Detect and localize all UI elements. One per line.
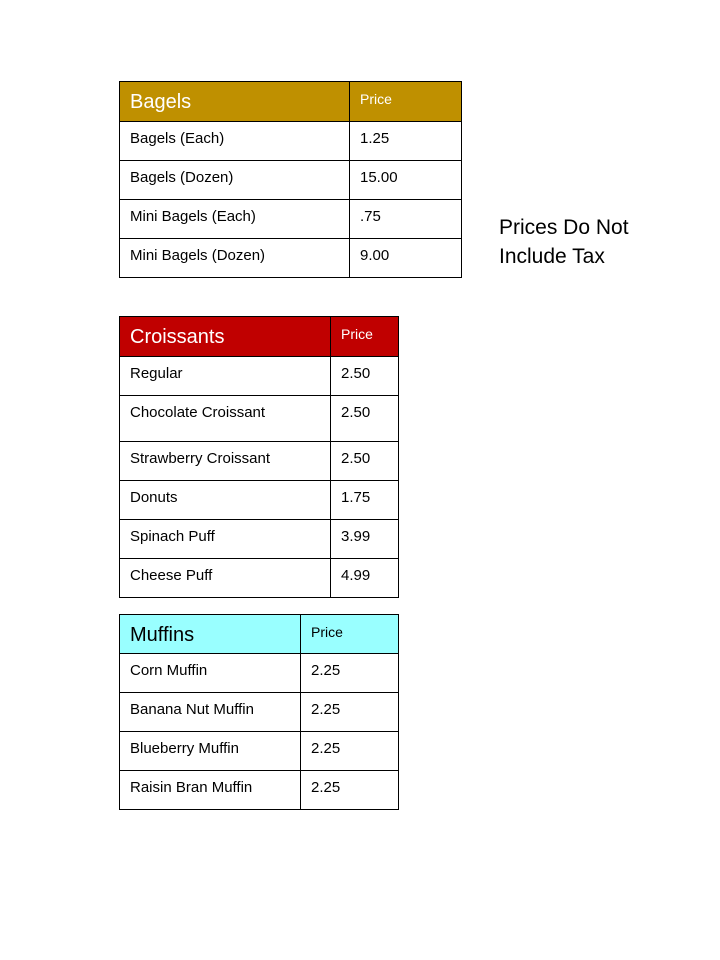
item-name: Blueberry Muffin xyxy=(120,732,301,771)
item-name: Mini Bagels (Each) xyxy=(120,200,350,239)
table-row xyxy=(120,520,399,559)
item-price: 9.00 xyxy=(350,239,462,278)
item-price: 2.50 xyxy=(331,357,399,396)
table-row xyxy=(120,559,399,598)
bagels-title: Bagels xyxy=(120,82,350,122)
item-price: 2.50 xyxy=(331,396,399,442)
croissants-table xyxy=(119,316,399,598)
table-row xyxy=(120,396,399,442)
muffins-table xyxy=(119,614,399,810)
item-name: Spinach Puff xyxy=(120,520,331,559)
table-row xyxy=(120,161,462,200)
table-row xyxy=(120,481,399,520)
item-price: 2.25 xyxy=(301,693,399,732)
price-column-header: Price xyxy=(350,82,462,122)
table-row xyxy=(120,200,462,239)
table-row xyxy=(120,442,399,481)
table-row xyxy=(120,693,399,732)
muffins-title: Muffins xyxy=(120,615,301,654)
tax-note xyxy=(499,213,699,271)
bagels-table xyxy=(119,81,462,278)
price-column-header: Price xyxy=(301,615,399,654)
item-name: Bagels (Each) xyxy=(120,122,350,161)
item-price: 3.99 xyxy=(331,520,399,559)
item-name: Regular xyxy=(120,357,331,396)
item-name: Banana Nut Muffin xyxy=(120,693,301,732)
table-row xyxy=(120,357,399,396)
table-header-row xyxy=(120,615,399,654)
price-column-header: Price xyxy=(331,317,399,357)
item-price: .75 xyxy=(350,200,462,239)
item-price: 2.50 xyxy=(331,442,399,481)
item-name: Corn Muffin xyxy=(120,654,301,693)
item-name: Bagels (Dozen) xyxy=(120,161,350,200)
item-name: Cheese Puff xyxy=(120,559,331,598)
croissants-title: Croissants xyxy=(120,317,331,357)
item-price: 1.25 xyxy=(350,122,462,161)
table-header-row xyxy=(120,317,399,357)
item-name: Mini Bagels (Dozen) xyxy=(120,239,350,278)
table-row xyxy=(120,771,399,810)
item-price: 2.25 xyxy=(301,771,399,810)
item-name: Raisin Bran Muffin xyxy=(120,771,301,810)
table-header-row xyxy=(120,82,462,122)
table-row xyxy=(120,122,462,161)
tax-note-line-2: Include Tax xyxy=(499,245,605,268)
item-name: Donuts xyxy=(120,481,331,520)
item-name: Chocolate Croissant xyxy=(120,396,331,442)
item-price: 2.25 xyxy=(301,654,399,693)
table-row xyxy=(120,654,399,693)
tax-note-line-1: Prices Do Not xyxy=(499,216,629,239)
table-row xyxy=(120,239,462,278)
table-row xyxy=(120,732,399,771)
item-name: Strawberry Croissant xyxy=(120,442,331,481)
item-price: 4.99 xyxy=(331,559,399,598)
item-price: 15.00 xyxy=(350,161,462,200)
item-price: 2.25 xyxy=(301,732,399,771)
item-price: 1.75 xyxy=(331,481,399,520)
